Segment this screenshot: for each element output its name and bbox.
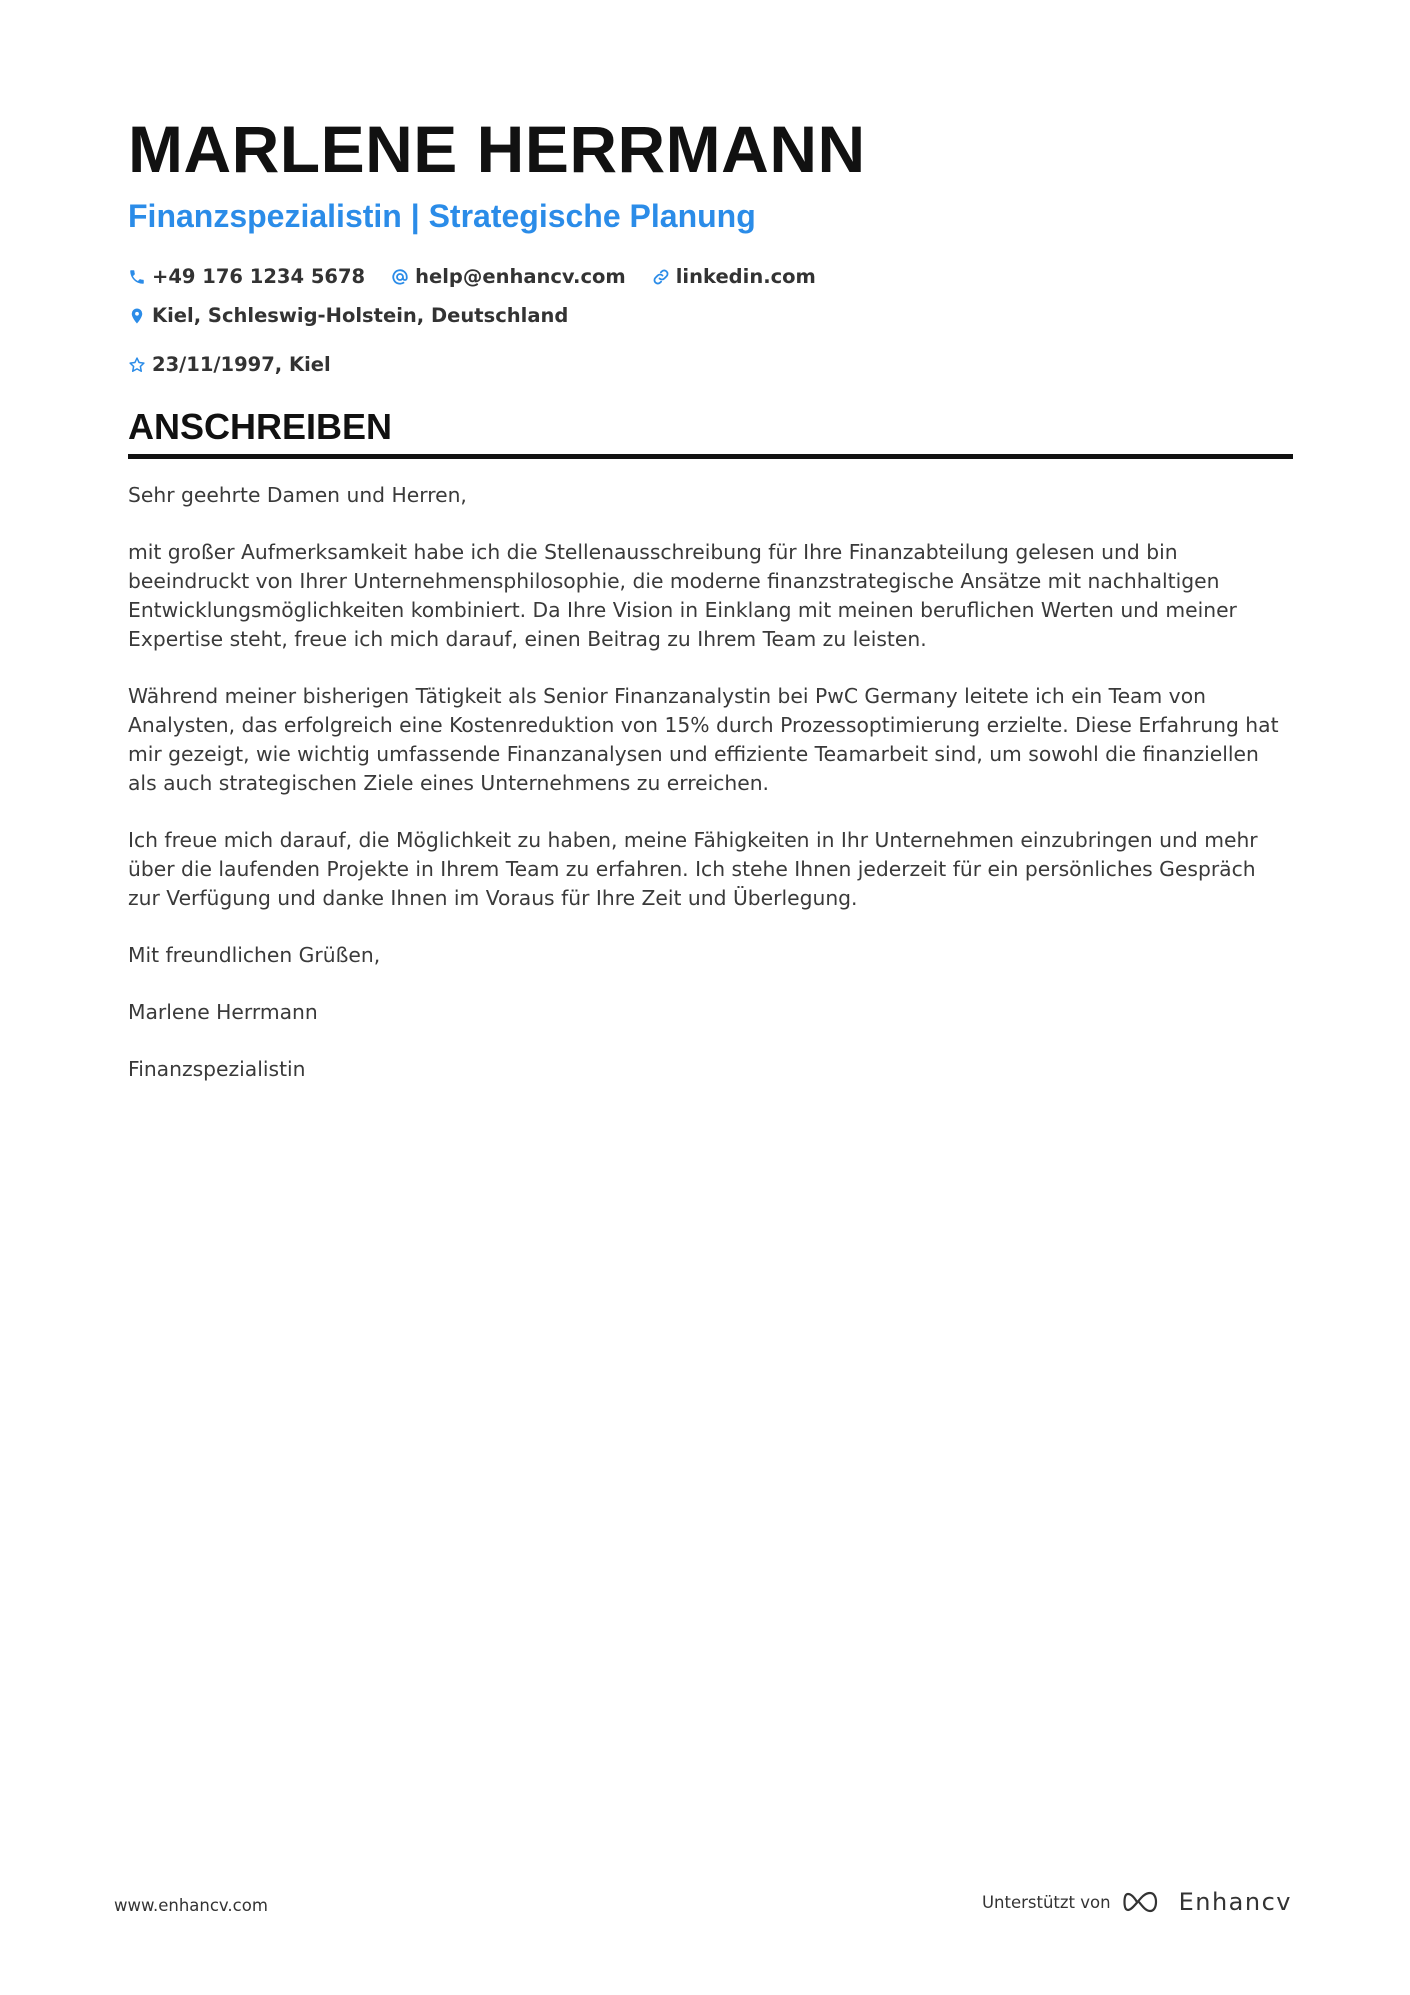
contact-linkedin bbox=[652, 262, 816, 291]
enhancv-logo-icon bbox=[1123, 1888, 1169, 1916]
section-divider bbox=[128, 454, 1293, 459]
contact-email bbox=[391, 262, 626, 291]
contact-location-text: Kiel, Schleswig-Holstein, Deutschland bbox=[152, 304, 569, 327]
footer-website[interactable]: www.enhancv.com bbox=[114, 1896, 268, 1915]
phone-icon bbox=[128, 268, 146, 286]
location-pin-icon bbox=[128, 307, 146, 325]
letter-closing: Mit freundlichen Grüßen, bbox=[128, 943, 381, 967]
footer-branding bbox=[982, 1888, 1292, 1916]
contact-linkedin-text: linkedin.com bbox=[675, 265, 816, 288]
letter-paragraph: Während meiner bisherigen Tätigkeit als Senior Finanzanalystin bei PwC Germany leitete ich ein Team von Analysten, das erfolgreich eine Kostenreduktion von 15% durch Prozessoptimierung erzielte. Diese Erfahrung hat mir gezeigt, wie wichtig umfassende Finanzanalysen und effiziente Teamarbeit sind, um sowohl die finanziellen als auch strategischen Ziele eines Unternehmens zu erreichen. bbox=[128, 684, 1279, 795]
contact-birth-text: 23/11/1997, Kiel bbox=[152, 353, 331, 376]
contact-list bbox=[128, 262, 1293, 379]
letter-paragraph: Ich freue mich darauf, die Möglichkeit zu haben, meine Fähigkeiten in Ihr Unternehmen einzubringen und mehr über die laufenden Projekte in Ihrem Team zu erfahren. Ich stehe Ihnen jederzeit für ein persönliches Gespräch zur Verfügung und danke Ihnen im Voraus für Ihre Zeit und Überlegung. bbox=[128, 828, 1258, 910]
powered-by-label: Unterstützt von bbox=[981, 1892, 1111, 1912]
letter-paragraph: mit großer Aufmerksamkeit habe ich die Stellenausschreibung für Ihre Finanzabteilung gelesen und bin beeindruckt von Ihrer Unternehmensphilosophie, die moderne finanzstrategische Ansätze mit nachhaltigen Entwicklungsmöglichkeiten kombiniert. Da Ihre Vision in Einklang mit meinen beruflichen Werten und meiner Expertise steht, freue ich mich darauf, einen Beitrag zu Ihrem Team zu leisten. bbox=[128, 540, 1237, 651]
enhancv-wordmark: Enhancv bbox=[1178, 1888, 1292, 1916]
signature-title: Finanzspezialistin bbox=[128, 1057, 306, 1081]
at-icon bbox=[391, 268, 409, 286]
star-icon bbox=[128, 356, 146, 374]
link-icon bbox=[652, 268, 670, 286]
contact-location bbox=[128, 301, 568, 330]
letter-body bbox=[128, 481, 1293, 1084]
letter-salutation: Sehr geehrte Damen und Herren, bbox=[128, 483, 467, 507]
contact-birth bbox=[128, 350, 331, 379]
cover-letter-section bbox=[128, 404, 1293, 1112]
contact-phone bbox=[128, 262, 365, 291]
header bbox=[128, 110, 1293, 379]
section-title: ANSCHREIBEN bbox=[128, 406, 393, 447]
contact-phone-text: +49 176 1234 5678 bbox=[152, 265, 366, 288]
candidate-subtitle: Finanzspezialistin | Strategische Planung bbox=[128, 198, 756, 234]
candidate-name: MARLENE HERRMANN bbox=[128, 112, 866, 186]
contact-email-text: help@enhancv.com bbox=[415, 265, 626, 288]
signature-name: Marlene Herrmann bbox=[128, 1000, 318, 1024]
